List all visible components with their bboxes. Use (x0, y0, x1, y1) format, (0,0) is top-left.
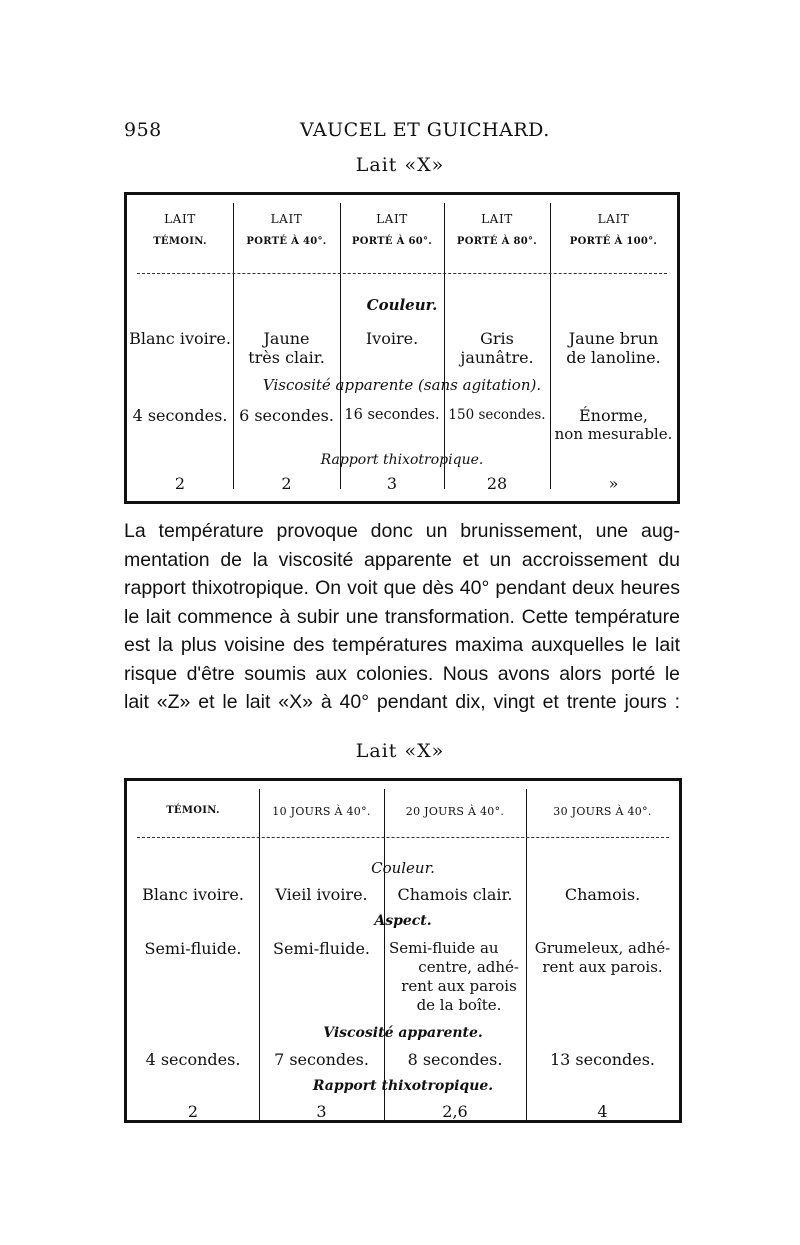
table-cell: Énorme, (579, 406, 648, 425)
table-cell: 7 secondes. (274, 1050, 369, 1069)
table2 (124, 778, 682, 1123)
table-cell: Semi-fluide. (144, 939, 242, 958)
section-title: Rapport thixotropique. (312, 1078, 494, 1094)
table-cell: Ivoire. (365, 329, 419, 348)
section-title: Couleur. (371, 859, 435, 877)
table-cell: de la boîte. (416, 996, 502, 1014)
table-cell: 6 secondes. (239, 406, 334, 425)
header-top: LAIT (164, 212, 196, 226)
table-cell: Chamois clair. (397, 885, 513, 904)
table-cell: Blanc ivoire. (129, 329, 231, 348)
table-cell: 4 secondes. (132, 406, 228, 425)
table1-caption: Lait «X» (355, 154, 445, 176)
table-cell: 3 (316, 1102, 327, 1121)
table-cell: 4 secondes. (145, 1050, 241, 1069)
header-divider (137, 837, 669, 838)
table-cell: Semi-fluide au (389, 939, 499, 957)
table-cell: 2 (174, 474, 186, 493)
header-bottom: PORTÉ À 60°. (351, 236, 433, 247)
table-cell: 28 (486, 474, 508, 493)
table-cell: rent aux parois (401, 977, 517, 995)
paragraph-line: est la plus voisine des températures maxima auxquelles le lait (124, 634, 680, 656)
table-cell: de lanoline. (566, 348, 661, 367)
table-cell: Gris (480, 329, 514, 348)
section-title: Viscosité apparente (sans agitation). (262, 376, 542, 394)
table-cell: » (608, 474, 619, 493)
header-cell: 20 JOURS À 40°. (405, 805, 505, 818)
table-cell: Blanc ivoire. (142, 885, 244, 904)
table-cell: Jaune (263, 329, 310, 348)
running-title: VAUCEL ET GUICHARD. (300, 119, 550, 141)
paragraph-line: lait «Z» et le lait «X» à 40° pendant dix, vingt et trente jours : (124, 691, 680, 713)
table-cell: très clair. (248, 348, 325, 367)
paragraph-line: La température provoque donc un brunissement, une aug- (124, 520, 680, 542)
table-cell: 16 secondes. (344, 407, 440, 423)
header-bottom: PORTÉ À 100°. (569, 236, 658, 247)
table-cell: 2,6 (442, 1102, 468, 1121)
table-cell: 2 (281, 474, 292, 493)
page-number: 958 (124, 119, 162, 141)
section-title: Couleur. (366, 296, 438, 314)
table-cell: Vieil ivoire. (275, 885, 368, 904)
paragraph-line: rapport thixotropique. On voit que dès 40° pendant deux heures (124, 577, 680, 599)
table-cell: 8 secondes. (407, 1050, 503, 1069)
header-top: LAIT (270, 212, 303, 226)
header-bottom: PORTÉ À 40°. (246, 236, 327, 247)
table-cell: Jaune brun (568, 329, 659, 348)
header-bottom: TÉMOIN. (153, 236, 207, 247)
table-cell: 3 (386, 474, 398, 493)
body-paragraph (124, 517, 680, 717)
section-title: Rapport thixotropique. (320, 452, 484, 468)
header-cell: TÉMOIN. (166, 805, 220, 816)
paragraph-line: le lait commence à subir une transformation. Cette température (124, 605, 680, 628)
header-cell: 10 JOURS À 40°. (272, 805, 371, 818)
table-cell: jaunâtre. (460, 348, 534, 367)
table2-caption: Lait «X» (355, 740, 445, 762)
table1 (124, 192, 680, 504)
header-cell: 30 JOURS À 40°. (553, 805, 652, 818)
table-cell: Semi-fluide. (272, 939, 370, 958)
paragraph-line: risque d'être soumis aux colonies. Nous avons alors porté le (124, 662, 680, 685)
table-cell: non mesurable. (554, 425, 673, 443)
table-cell: Chamois. (564, 885, 641, 904)
header-top: LAIT (481, 212, 513, 226)
table-cell: 4 (597, 1102, 608, 1121)
header-top: LAIT (376, 212, 408, 226)
table-cell: centre, adhé- (418, 958, 519, 976)
header-top: LAIT (597, 212, 630, 226)
section-title: Viscosité apparente. (323, 1025, 483, 1041)
header-divider (137, 273, 667, 274)
table-cell: 13 secondes. (549, 1050, 656, 1069)
table-cell: 150 secondes. (448, 407, 546, 423)
header-bottom: PORTÉ À 80°. (456, 236, 538, 247)
table-cell: Grumeleux, adhé- (534, 939, 671, 957)
column-divider (384, 789, 385, 1121)
table-cell: rent aux parois. (542, 958, 663, 976)
table-cell: 2 (187, 1102, 199, 1121)
section-title: Aspect. (374, 913, 432, 929)
paragraph-line: mentation de la viscosité apparente et un accroissement du (124, 548, 680, 571)
